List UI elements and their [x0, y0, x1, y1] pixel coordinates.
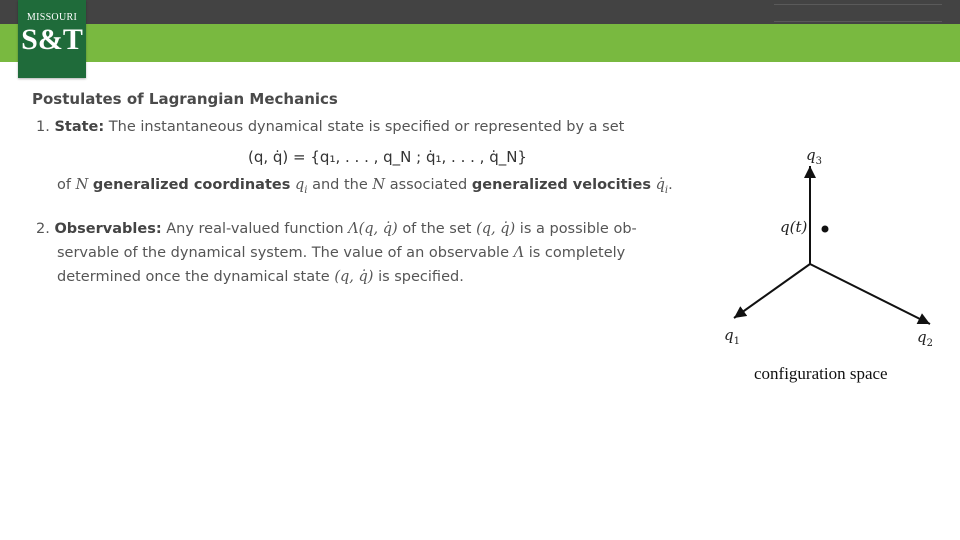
- postulate-1-text: The instantaneous dynamical state is specified or represented by a set: [108, 119, 625, 135]
- state-point: [822, 226, 829, 233]
- logo-top-text: MISSOURI: [26, 12, 78, 23]
- period: .: [668, 177, 673, 193]
- postulate-2-text-g: is specified.: [378, 269, 464, 285]
- q1-label: [724, 326, 740, 347]
- qdot-subscript: i: [664, 184, 669, 196]
- math-lambda-function: Λ(q, q̇): [348, 221, 398, 237]
- diagram-caption: configuration space: [754, 364, 888, 383]
- q2-subscript: 2: [926, 338, 933, 349]
- q1-symbol: q: [724, 326, 734, 344]
- math-N-2: N: [372, 177, 386, 193]
- math-set: (q, q̇): [476, 221, 516, 237]
- q1-subscript: 1: [733, 336, 740, 347]
- math-state: (q, q̇): [334, 269, 374, 285]
- postulate-1-number: 1.: [36, 119, 50, 135]
- postulate-2-label: Observables:: [54, 221, 162, 237]
- math-lambda: Λ: [513, 245, 525, 261]
- postulate-1-label: State:: [54, 119, 105, 135]
- qi-symbol: q: [294, 177, 305, 193]
- state-equation: (q, q̇) = {q₁, . . . , q_N ; q̇₁, . . . , q̇_N}: [248, 148, 527, 166]
- q3-label: [806, 146, 822, 167]
- qt-label: q(t): [780, 218, 808, 236]
- slide-title: Postulates of Lagrangian Mechanics: [32, 90, 338, 108]
- q1-axis: [734, 264, 810, 318]
- postulate-2-text-f: determined once the dynamical state: [57, 269, 330, 285]
- q2-label: [917, 328, 933, 349]
- generalized-velocities-term: generalized velocities: [471, 177, 651, 193]
- text-of: of: [57, 177, 71, 193]
- q2-symbol: q: [917, 328, 927, 346]
- logo-main-text: S&T: [21, 23, 83, 56]
- qi-subscript: i: [304, 184, 308, 196]
- generalized-coordinates-term: generalized coordinates: [92, 177, 291, 193]
- text-and-the: and the: [312, 177, 368, 193]
- postulate-2-text-b: of the set: [402, 221, 472, 237]
- postulate-2-text-a: Any real-valued function: [166, 221, 344, 237]
- postulate-2-text-c: is a possible ob-: [519, 221, 637, 237]
- q3-symbol: q: [806, 146, 816, 164]
- math-N: N: [75, 177, 89, 193]
- text-associated: associated: [389, 177, 468, 193]
- postulate-2-number: 2.: [36, 221, 50, 237]
- q2-axis: [810, 264, 930, 324]
- qdot-symbol: q̇: [655, 177, 665, 193]
- postulate-2-text-d: servable of the dynamical system. The value of an observable: [57, 245, 509, 261]
- q3-subscript: 3: [815, 156, 822, 167]
- postulate-2-text-e: is completely: [528, 245, 626, 261]
